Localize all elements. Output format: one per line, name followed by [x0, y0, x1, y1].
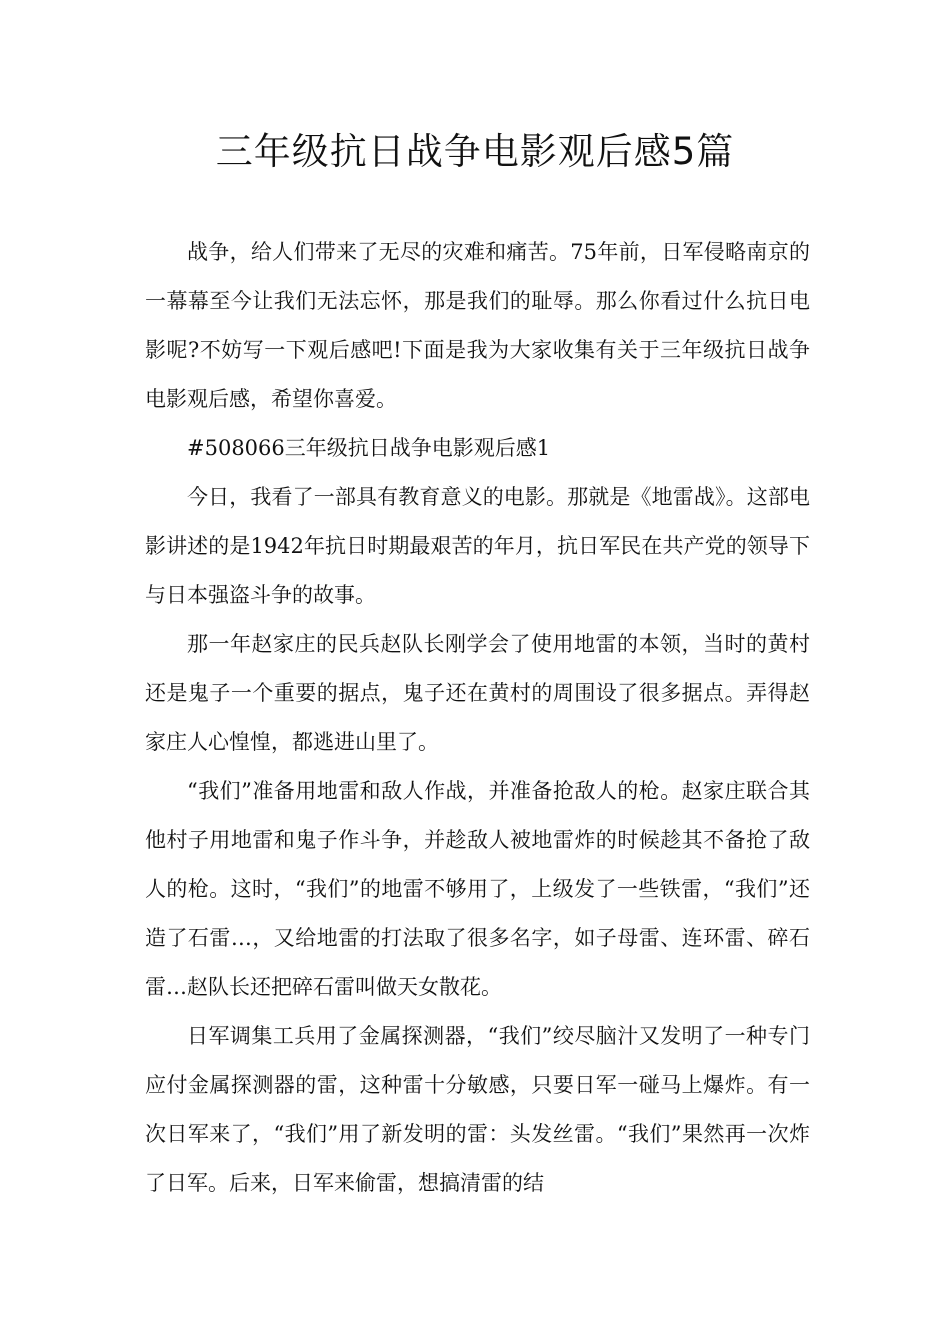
paragraph-mines: “我们”准备用地雷和敌人作战，并准备抢敌人的枪。赵家庄联合其他村子用地雷和鬼子作斗争，并趁敌人被地雷炸的时候趁其不备抢了敌人的枪。这时，“我们”的地雷不够用了，上级发了一些铁雷，“我们”还造了石雷…，又给地雷的打法取了很多名字，如子母雷、连环雷、碎石雷…赵队长还把碎石雷叫做天女散花。 [145, 779, 810, 999]
paragraph-section-heading: #508066三年级抗日战争电影观后感1 [187, 436, 551, 460]
paragraph-film-intro: 今日，我看了一部具有教育意义的电影。那就是《地雷战》。这部电影讲述的是1942年抗日时期最艰苦的年月，抗日军民在共产党的领导下与日本强盗斗争的故事。 [145, 485, 810, 607]
paragraph-detector: 日军调集工兵用了金属探测器，“我们”绞尽脑汁又发明了一种专门应付金属探测器的雷，这种雷十分敏感，只要日军一碰马上爆炸。有一次日军来了，“我们”用了新发明的雷：头发丝雷。“我们”果然再一次炸了日军。后来，日军来偷雷，想搞清雷的结 [145, 1024, 810, 1195]
paragraph-village: 那一年赵家庄的民兵赵队长刚学会了使用地雷的本领，当时的黄村还是鬼子一个重要的据点，鬼子还在黄村的周围设了很多据点。弄得赵家庄人心惶惶，都逃进山里了。 [145, 632, 810, 754]
document-body [145, 228, 810, 1208]
document-title: 三年级抗日战争电影观后感5篇 [215, 130, 735, 173]
paragraph-intro: 战争，给人们带来了无尽的灾难和痛苦。75年前，日军侵略南京的一幕幕至今让我们无法忘怀，那是我们的耻辱。那么你看过什么抗日电影呢?不妨写一下观后感吧!下面是我为大家收集有关于三年级抗日战争电影观后感，希望你喜爱。 [145, 240, 810, 411]
